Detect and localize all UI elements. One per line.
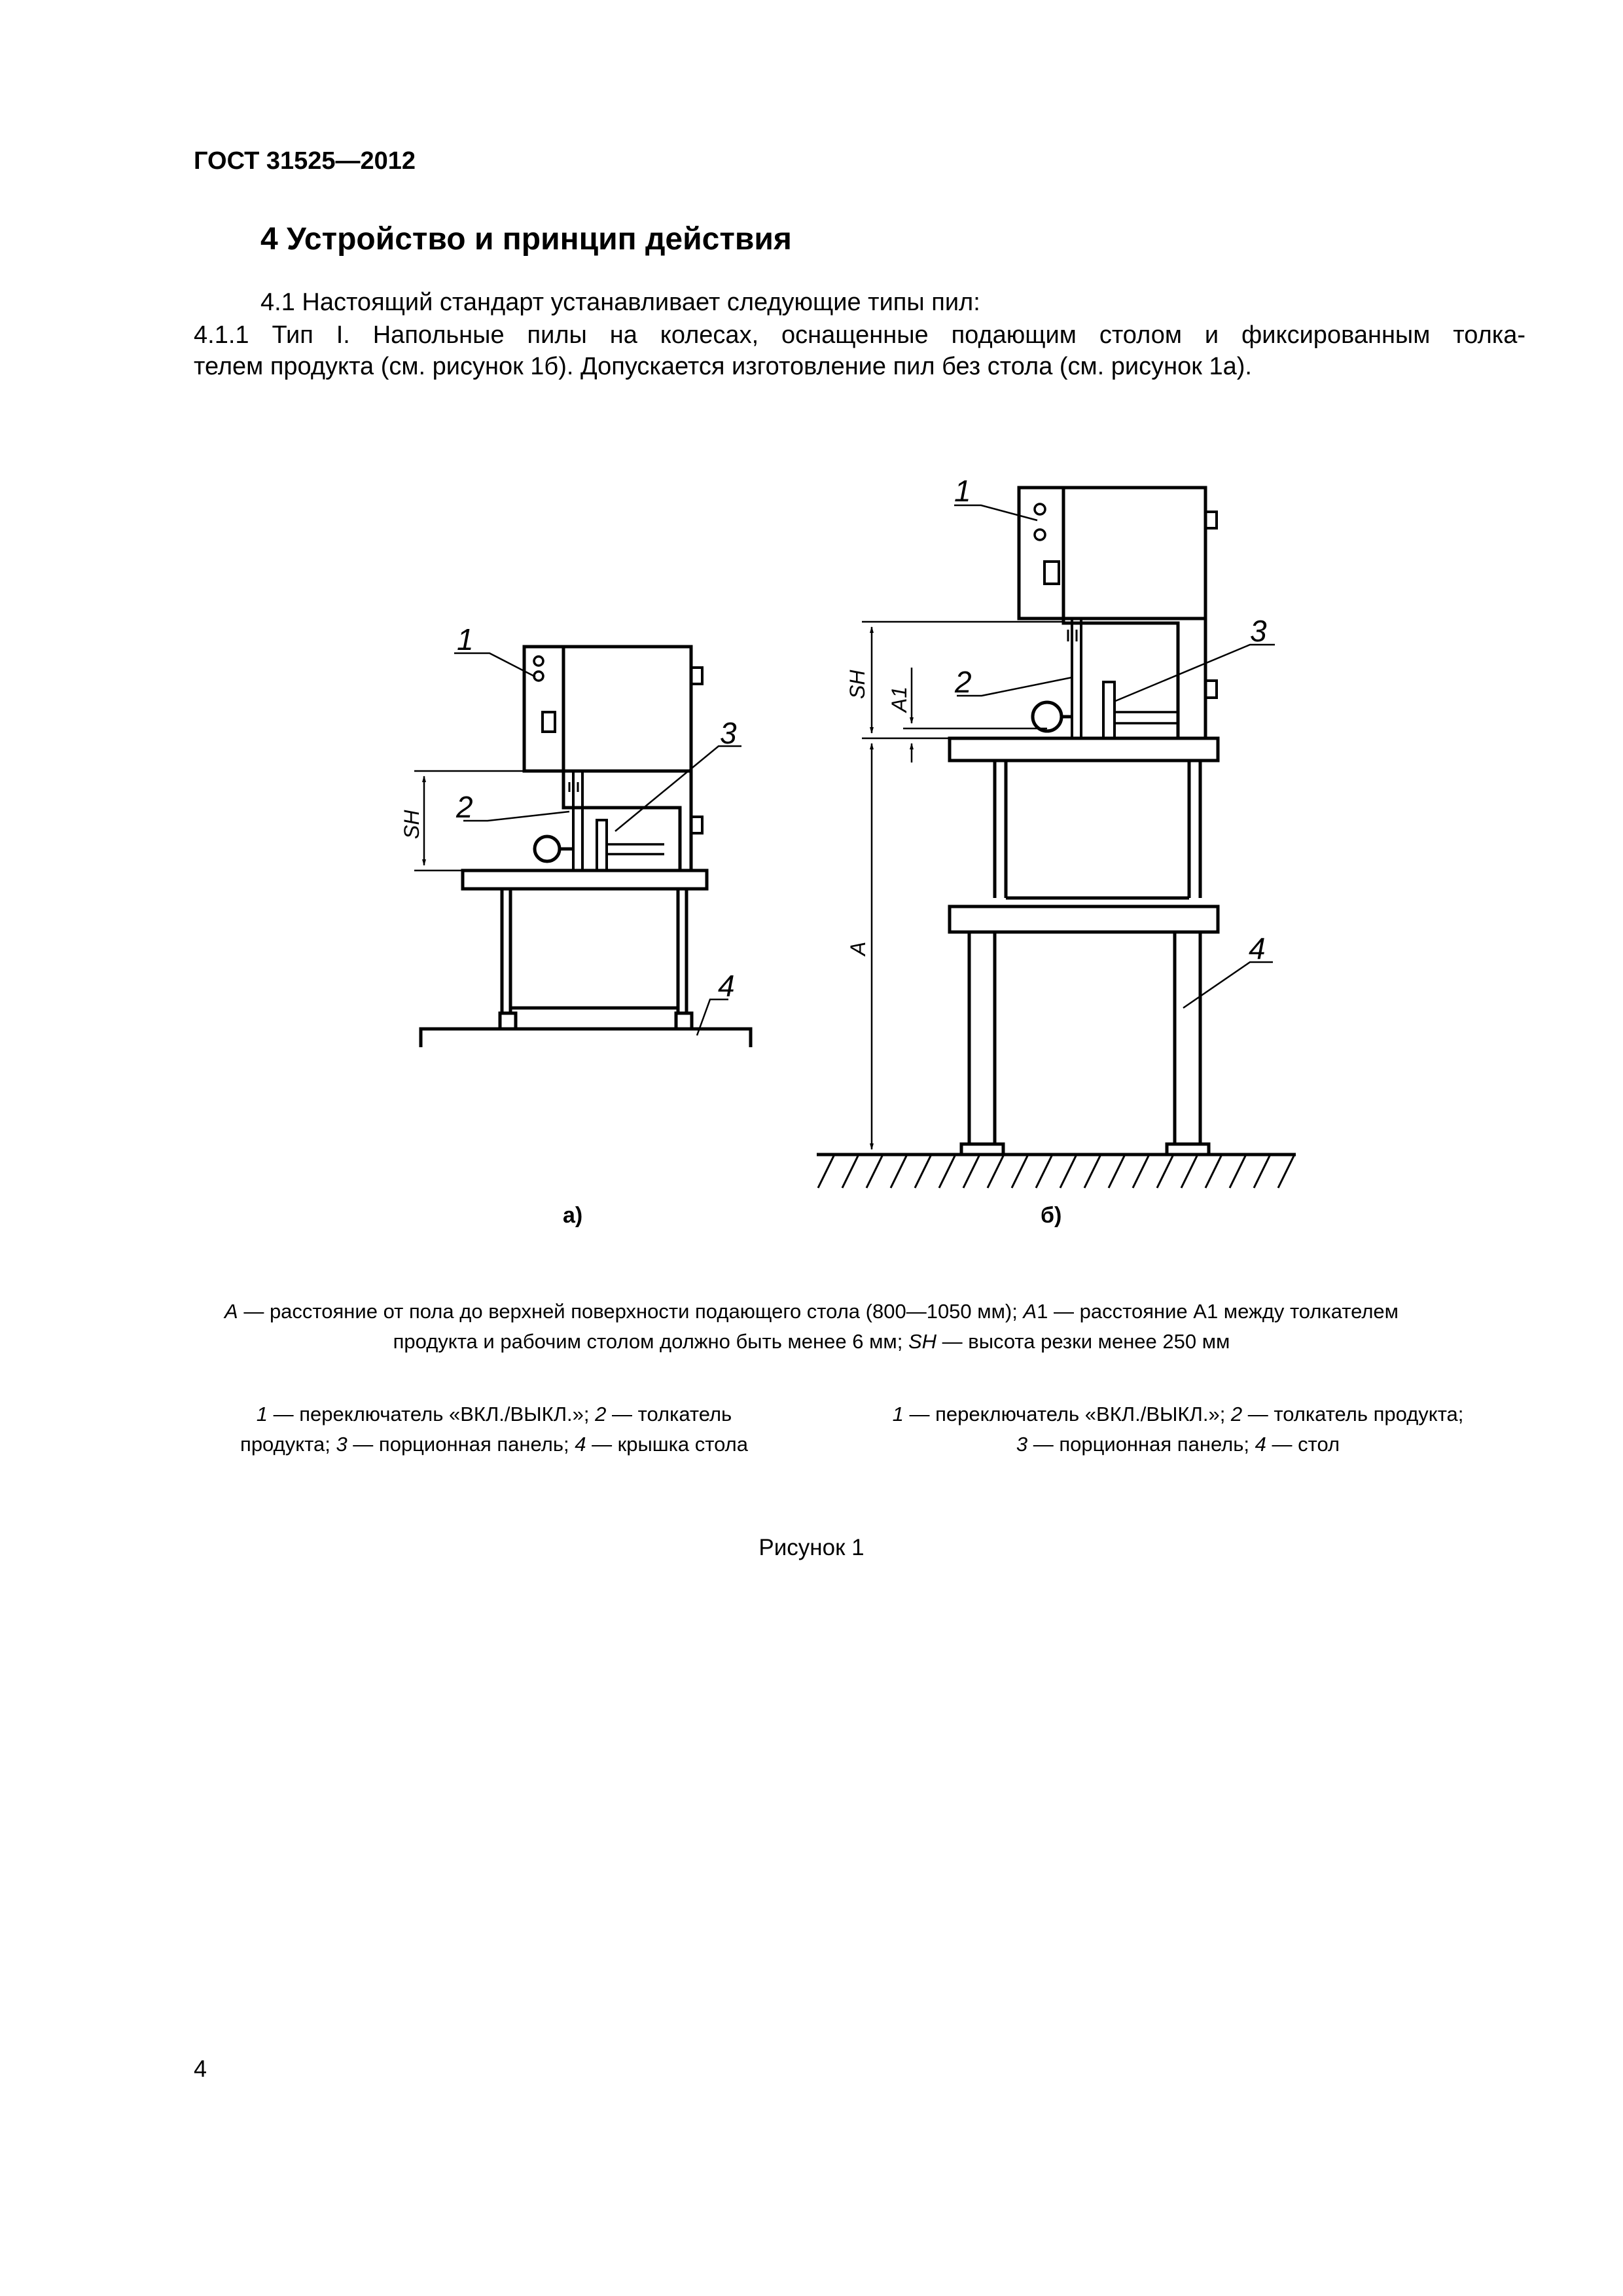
switch-a (543, 712, 555, 732)
callout-a-4: 4 (718, 969, 735, 1003)
control-box-b (1019, 488, 1063, 619)
feed-table-b (950, 738, 1218, 761)
legend-figure-a: 1 — переключатель «ВКЛ./ВЫКЛ.»; 2 — толкатель продукта; 3 — порционная панель; 4 — крышка стола (240, 1403, 748, 1456)
switch-b (1044, 562, 1059, 584)
paragraph-4-1-1-line1: 4.1.1 Тип I. Напольные пилы на колесах, оснащенные подающим столом и фиксированным толка- (194, 321, 1525, 349)
dim-label-a1: A1 (887, 686, 911, 712)
legend-dimensions (0, 1297, 1623, 1357)
figure-label-b: б) (1041, 1203, 1062, 1228)
callout-a-1: 1 (457, 622, 474, 656)
standard-header: ГОСТ 31525—2012 (194, 147, 416, 175)
saw-head-a (563, 647, 691, 771)
saw-head-b (1063, 488, 1205, 619)
pusher-a (597, 820, 607, 870)
figure-title: Рисунок 1 (758, 1535, 865, 1560)
saw-type-b (817, 488, 1296, 1188)
wheel-a (535, 836, 560, 861)
callout-a-3: 3 (720, 716, 737, 750)
dim-label-a: A (846, 941, 870, 956)
callout-b-4: 4 (1249, 931, 1266, 965)
control-box-a (524, 647, 563, 771)
callout-b-3: 3 (1250, 614, 1267, 648)
switch-dot-b2 (1035, 529, 1045, 540)
stand-table-b (950, 906, 1218, 932)
callout-b-2: 2 (955, 665, 972, 699)
paragraph-4-1-1-line2: телем продукта (см. рисунок 1б). Допускается изготовление пил без стола (см. рисунок 1а). (194, 353, 1252, 380)
pusher-b (1103, 682, 1115, 738)
saw-type-a (414, 647, 751, 1047)
legend-dimensions-line1: A — расстояние от пола до верхней поверхности подающего стола (800—1050 мм); A1 — расстояние А1 между толкателем (224, 1300, 1399, 1323)
table-cover-a (421, 1029, 751, 1047)
paragraph-4-1: 4.1 Настоящий стандарт устанавливает следующие типы пил: (260, 289, 980, 316)
switch-dot-b1 (1035, 504, 1045, 514)
page-number: 4 (194, 2055, 207, 2082)
figure-label-a: а) (563, 1203, 583, 1228)
wheel-b (1033, 702, 1061, 731)
legend-figure-b: 1 — переключатель «ВКЛ./ВЫКЛ.»; 2 — толкатель продукта; 3 — порционная панель; 4 — стол (892, 1403, 1464, 1456)
switch-dot-a1 (534, 656, 543, 666)
dim-label-sh-b: SH (846, 670, 869, 699)
legend-dimensions-line2: продукта и рабочим столом должно быть менее 6 мм; SH — высота резки менее 250 мм (393, 1330, 1230, 1353)
table-top-a (463, 870, 707, 889)
section-title: 4 Устройство и принцип действия (260, 222, 792, 257)
callout-a-2: 2 (456, 790, 473, 824)
callout-b-1: 1 (954, 474, 971, 508)
dim-label-sh-a: SH (400, 810, 423, 839)
